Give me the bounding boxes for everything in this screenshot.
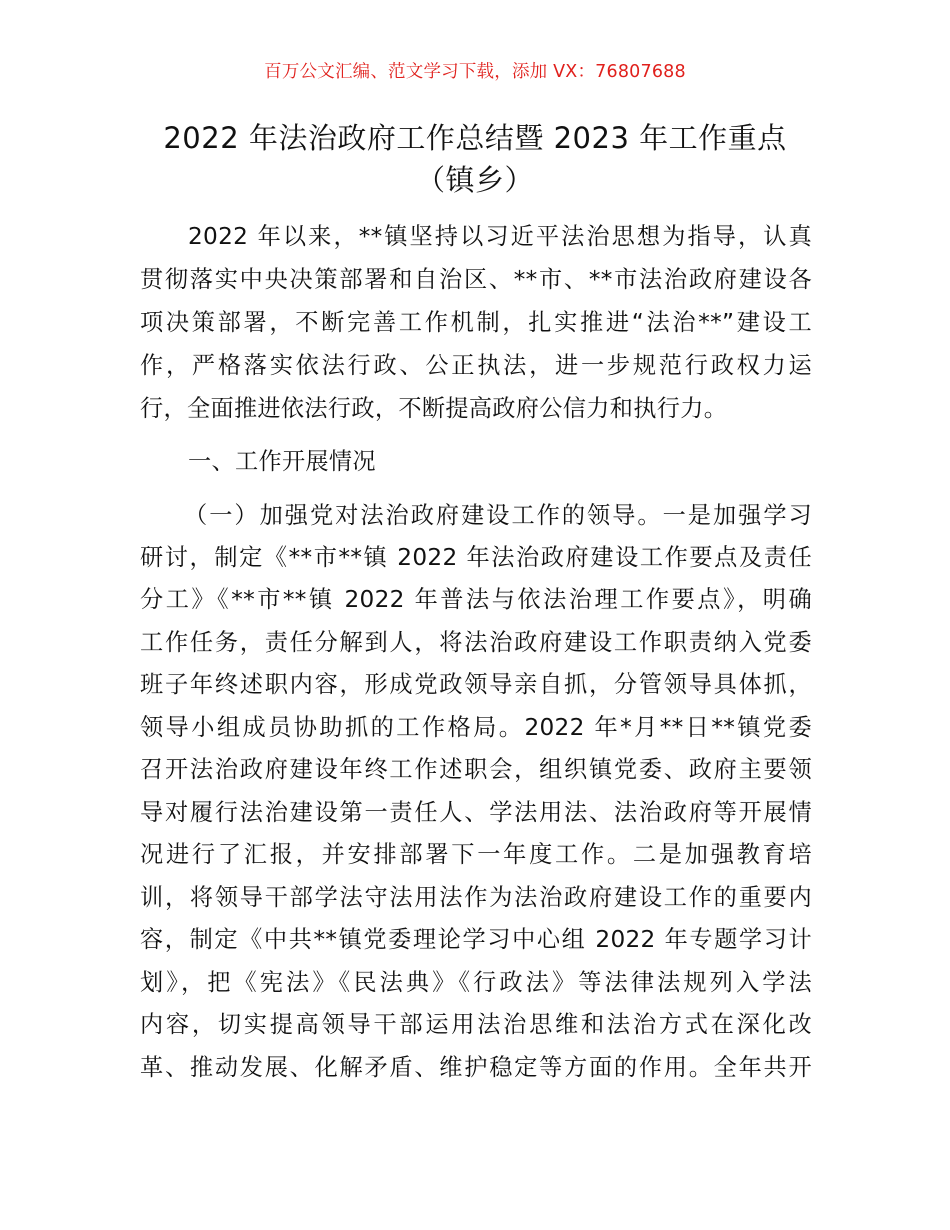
body-line: 领导小组成员协助抓的工作格局。2022 年*月**日**镇党委 [140, 714, 812, 741]
body-line: 容，制定《中共**镇党委理论学习中心组 2022 年专题学习计 [140, 926, 812, 953]
intro-line: 2022 年以来，**镇坚持以习近平法治思想为指导，认真 [188, 223, 812, 250]
body-line: 工作任务，责任分解到人，将法治政府建设工作职责纳入党委 [140, 629, 812, 656]
body-line: 况进行了汇报，并安排部署下一年度工作。二是加强教育培 [140, 841, 812, 868]
promo-banner: 百万公文汇编、范文学习下载，添加 VX：76807688 [264, 62, 686, 82]
section-heading: 一、工作开展情况 [188, 448, 376, 475]
body-line: 训，将领导干部学法守法用法作为法治政府建设工作的重要内 [140, 884, 812, 911]
document-title-line-1: 2022 年法治政府工作总结暨 2023 年工作重点 [163, 121, 787, 155]
intro-line: 行，全面推进依法行政，不断提高政府公信力和执行力。 [140, 395, 728, 422]
intro-line: 项决策部署，不断完善工作机制，扎实推进“法治**”建设工 [140, 309, 812, 336]
body-line: 研讨，制定《**市**镇 2022 年法治政府建设工作要点及责任 [140, 544, 812, 571]
body-line: 班子年终述职内容，形成党政领导亲自抓，分管领导具体抓， [140, 671, 812, 698]
intro-line: 贯彻落实中央决策部署和自治区、**市、**市法治政府建设各 [140, 266, 812, 293]
body-line: 分工》《**市**镇 2022 年普法与依法治理工作要点》，明确 [140, 586, 812, 613]
body-line: 导对履行法治建设第一责任人、学法用法、法治政府等开展情 [140, 799, 812, 826]
body-line: 内容，切实提高领导干部运用法治思维和法治方式在深化改 [140, 1011, 812, 1038]
body-line: 划》，把《宪法》《民法典》《行政法》等法律法规列入学法 [140, 969, 812, 996]
body-line: （一）加强党对法治政府建设工作的领导。一是加强学习 [184, 502, 812, 529]
body-line: 革、推动发展、化解矛盾、维护稳定等方面的作用。全年共开 [140, 1054, 812, 1081]
intro-line: 作，严格落实依法行政、公正执法，进一步规范行政权力运 [140, 352, 812, 379]
body-line: 召开法治政府建设年终工作述职会，组织镇党委、政府主要领 [140, 756, 812, 783]
document-title-line-2: （镇乡） [415, 163, 534, 197]
